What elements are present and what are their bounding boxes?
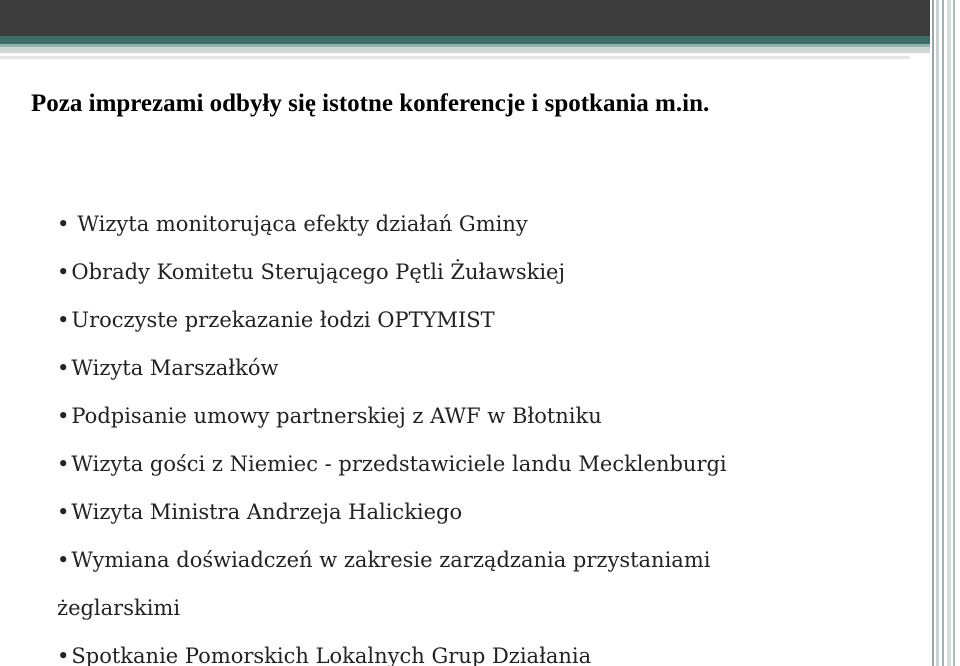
list-item-text: Wizyta Ministra Andrzeja Halickiego	[71, 500, 463, 524]
bullet-list	[57, 200, 917, 666]
list-item-text: Spotkanie Pomorskich Lokalnych Grup Działania	[71, 644, 592, 666]
list-item	[57, 440, 917, 488]
list-item-text: Wymiana doświadczeń w zakresie zarządzania przystaniami	[71, 548, 711, 572]
bullet-icon: •	[57, 404, 70, 428]
right-edge-rule	[942, 0, 944, 666]
right-edge-rule	[936, 0, 939, 666]
list-item	[57, 200, 917, 248]
list-item	[57, 632, 917, 666]
list-item-text: Wizyta gości z Niemiec - przedstawiciele landu Mecklenburgi	[71, 452, 727, 476]
bullet-icon: •	[57, 308, 70, 332]
list-item-text: Wizyta Marszałków	[71, 356, 279, 380]
header-band-dark	[0, 0, 930, 36]
list-item	[57, 344, 917, 392]
list-item	[57, 536, 917, 632]
bullet-icon: •	[57, 548, 70, 572]
bullet-icon: •	[57, 260, 70, 284]
header-band-teal	[0, 36, 930, 44]
bullet-icon: •	[57, 500, 70, 524]
slide-title: Poza imprezami odbyły się istotne konferencje i spotkania m.in.	[31, 90, 710, 117]
header-band-grey	[0, 47, 930, 53]
list-item-text-continued: żeglarskimi	[57, 596, 181, 620]
bullet-icon: •	[57, 356, 70, 380]
list-item	[57, 488, 917, 536]
list-item	[57, 392, 917, 440]
list-item	[57, 248, 917, 296]
list-item-text: Podpisanie umowy partnerskiej z AWF w Błotniku	[71, 404, 602, 428]
header-band-grey-thin	[0, 56, 910, 59]
right-edge-rule	[947, 0, 951, 666]
list-item-text: Obrady Komitetu Sterującego Pętli Żuławskiej	[71, 260, 565, 284]
list-item	[57, 296, 917, 344]
list-item-text: Uroczyste przekazanie łodzi OPTYMIST	[71, 308, 495, 332]
list-item-text: Wizyta monitorująca efekty działań Gminy	[77, 212, 528, 236]
bullet-icon: •	[57, 212, 70, 236]
bullet-icon: •	[57, 452, 70, 476]
bullet-icon: •	[57, 644, 70, 666]
right-edge-rule	[953, 0, 955, 666]
right-edge-rule	[932, 0, 934, 666]
